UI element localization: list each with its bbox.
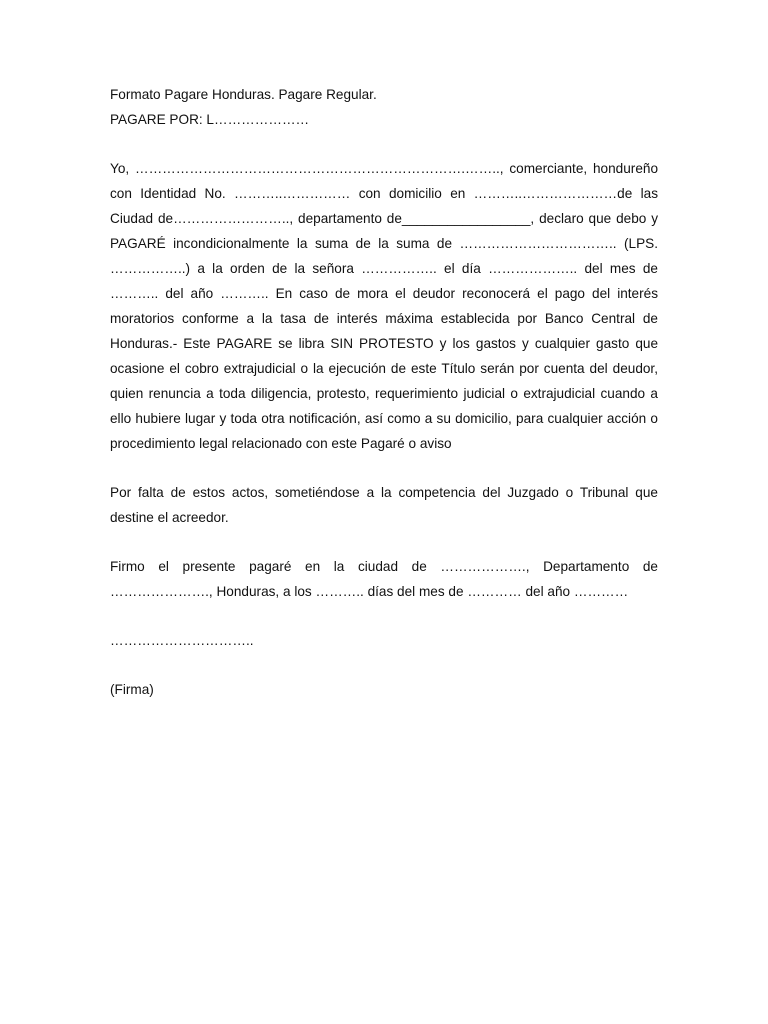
document-page: [110, 82, 658, 702]
document-title: Formato Pagare Honduras. Pagare Regular.: [110, 87, 377, 102]
signature-line: …………………………..: [110, 633, 254, 648]
signature-label: (Firma): [110, 682, 154, 697]
spacer: [110, 653, 658, 677]
pagare-amount-line: PAGARE POR: L…………………: [110, 112, 310, 127]
pagare-signing-paragraph: Firmo el presente pagaré en la ciudad de ………………., Departamento de …………………., Honduras, a los ……….. días del mes de ………… del año …………: [110, 559, 658, 599]
spacer: [110, 604, 658, 628]
spacer: [110, 456, 658, 480]
spacer: [110, 530, 658, 554]
spacer: [110, 132, 658, 156]
pagare-jurisdiction-paragraph: Por falta de estos actos, sometiéndose a la competencia del Juzgado o Tribunal que destine el acreedor.: [110, 485, 658, 525]
pagare-main-paragraph: Yo, ……………………………………………………………….…….., comerciante, hondureño con Identidad No. ………..…………… con domicilio en ………..…………………de las Ciudad de…………………….., departamento de_________________, declaro que debo y PAGARÉ incondicionalmente la suma de la suma de …………………………….. (LPS. ……………..) a la orden de la señora …………….. el día ……………….. del mes de ……….. del año ……….. En caso de mora el deudor reconocerá el pago del interés moratorios conforme a la tasa de interés máxima establecida por Banco Central de Honduras.- Este PAGARE se libra SIN PROTESTO y los gastos y cualquier gasto que ocasione el cobro extrajudicial o la ejecución de este Título serán por cuenta del deudor, quien renuncia a toda diligencia, protesto, requerimiento judicial o extrajudicial cuando a ello hubiere lugar y toda otra notificación, así como a su domicilio, para cualquier acción o procedimiento legal relacionado con este Pagaré o aviso: [110, 161, 658, 451]
